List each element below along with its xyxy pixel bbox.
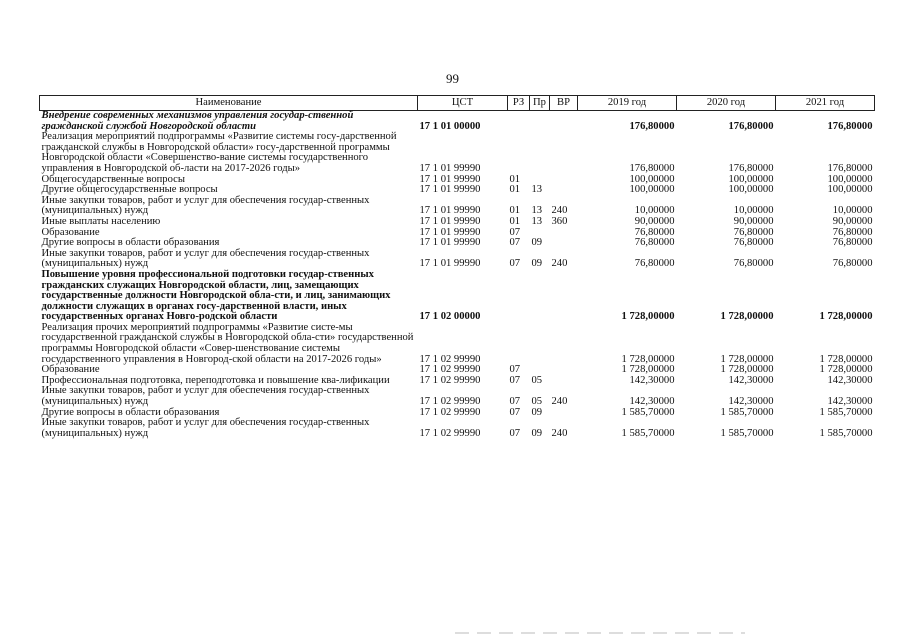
row-vr: 240	[551, 205, 568, 217]
row-pr: 13	[531, 215, 543, 227]
row-2019: 100,00000	[629, 184, 675, 196]
row-2019: 10,00000	[634, 205, 675, 217]
row-cst: 17 1 01 99990	[419, 258, 481, 270]
header-pr: Пр	[530, 96, 550, 111]
row-2021: 76,80000	[832, 226, 873, 238]
row-pr: 09	[531, 427, 543, 439]
row-cst: 17 1 01 99990	[419, 205, 481, 217]
row-pr: 13	[531, 205, 543, 217]
row-2020: 10,00000	[733, 205, 774, 217]
table-row	[40, 132, 875, 174]
table-header-row	[40, 96, 875, 111]
row-rz: 07	[509, 396, 521, 408]
row-vr	[550, 175, 578, 186]
row-vr	[550, 228, 578, 239]
row-2021: 142,30000	[827, 374, 873, 386]
row-2019: 176,80000	[629, 162, 675, 174]
row-pr	[530, 270, 550, 323]
row-2020: 176,80000	[728, 162, 774, 174]
scan-artifact	[455, 632, 745, 634]
row-rz: 07	[509, 406, 521, 418]
row-2019: 1 728,00000	[621, 364, 675, 376]
row-2020: 1 585,70000	[720, 406, 774, 418]
row-vr: 240	[551, 396, 568, 408]
row-rz: 07	[509, 226, 521, 238]
row-name: Профессиональная подготовка, переподготовка и повышение ква-лификации	[41, 374, 390, 386]
row-2021: 176,80000	[827, 120, 873, 132]
row-cst: 17 1 01 00000	[419, 120, 481, 132]
row-rz	[508, 111, 530, 133]
row-pr	[530, 132, 550, 174]
row-rz: 07	[509, 427, 521, 439]
row-pr: 09	[531, 237, 543, 249]
row-pr: 05	[531, 396, 543, 408]
row-2020: 1 585,70000	[720, 427, 774, 439]
row-2019: 1 728,00000	[621, 311, 675, 323]
row-2020: 76,80000	[733, 258, 774, 270]
row-vr	[550, 238, 578, 249]
row-pr: 05	[531, 374, 543, 386]
row-cst: 17 1 01 99990	[419, 215, 481, 227]
row-pr	[530, 323, 550, 365]
row-name: Иные выплаты населению	[41, 215, 161, 227]
row-2020: 1 728,00000	[720, 353, 774, 365]
row-2021: 100,00000	[827, 184, 873, 196]
row-name: Другие вопросы в области образования	[41, 406, 220, 418]
row-cst: 17 1 02 99990	[419, 427, 481, 439]
row-cst: 17 1 01 99990	[419, 237, 481, 249]
header-name: Наименование	[40, 96, 418, 111]
row-2021: 142,30000	[827, 396, 873, 408]
row-pr: 09	[531, 406, 543, 418]
row-name: Образование	[41, 226, 100, 238]
row-name: Иные закупки товаров, работ и услуг для обеспечения государ-ственных (муниципальных) нужд	[41, 385, 370, 408]
header-2019: 2019 год	[578, 96, 677, 111]
table-row	[40, 418, 875, 439]
row-vr	[550, 270, 578, 323]
row-rz: 01	[509, 205, 521, 217]
row-rz: 07	[509, 237, 521, 249]
row-vr: 240	[551, 427, 568, 439]
row-2021: 1 585,70000	[819, 427, 873, 439]
row-vr: 360	[551, 215, 568, 227]
row-2019: 1 585,70000	[621, 406, 675, 418]
table-body	[40, 111, 875, 440]
row-name: Другие общегосударственные вопросы	[41, 184, 218, 196]
row-2020: 100,00000	[728, 173, 774, 185]
row-name: Иные закупки товаров, работ и услуг для обеспечения государ-ственных (муниципальных) нужд	[41, 247, 370, 270]
row-name: Образование	[41, 364, 100, 376]
row-2020: 100,00000	[728, 184, 774, 196]
row-cst: 17 1 01 99990	[419, 162, 481, 174]
row-rz: 01	[509, 184, 521, 196]
row-2019: 142,30000	[629, 374, 675, 386]
row-pr	[530, 111, 550, 133]
row-2019: 90,00000	[634, 215, 675, 227]
table-row	[40, 217, 875, 228]
row-2021: 90,00000	[832, 215, 873, 227]
row-cst: 17 1 02 99990	[419, 396, 481, 408]
table-row	[40, 270, 875, 323]
row-vr	[550, 185, 578, 196]
row-2019: 142,30000	[629, 396, 675, 408]
row-rz	[508, 323, 530, 365]
row-rz: 07	[509, 364, 521, 376]
row-2021: 100,00000	[827, 173, 873, 185]
row-vr	[550, 323, 578, 365]
row-2021: 1 728,00000	[819, 311, 873, 323]
table-row	[40, 323, 875, 365]
row-pr: 09	[531, 258, 543, 270]
row-2020: 76,80000	[733, 226, 774, 238]
row-cst: 17 1 02 99990	[419, 364, 481, 376]
row-rz: 07	[509, 374, 521, 386]
row-2020: 176,80000	[728, 120, 774, 132]
row-2019: 1 585,70000	[621, 427, 675, 439]
row-cst: 17 1 02 99990	[419, 374, 481, 386]
row-2021: 10,00000	[832, 205, 873, 217]
row-2021: 76,80000	[832, 258, 873, 270]
header-rz: РЗ	[508, 96, 530, 111]
row-name: Другие вопросы в области образования	[41, 237, 220, 249]
row-rz: 07	[509, 258, 521, 270]
row-rz	[508, 132, 530, 174]
row-2020: 76,80000	[733, 237, 774, 249]
row-vr: 240	[551, 258, 568, 270]
row-vr	[550, 376, 578, 387]
row-cst: 17 1 02 99990	[419, 353, 481, 365]
row-2020: 1 728,00000	[720, 364, 774, 376]
row-2021: 1 728,00000	[819, 364, 873, 376]
row-cst: 17 1 02 00000	[419, 311, 481, 323]
row-2019: 100,00000	[629, 173, 675, 185]
row-cst: 17 1 01 99990	[419, 173, 481, 185]
table-row	[40, 196, 875, 217]
header-2020: 2020 год	[677, 96, 776, 111]
header-vr: ВР	[550, 96, 578, 111]
row-2019: 76,80000	[634, 258, 675, 270]
row-name: Реализация прочих мероприятий подпрограммы «Развитие систе-мы государственной гражданской службы в Новгородской обла-сти» государственной программы Новгородской области «Совер-шенствование системы государственного управления в Новгород-ской области на 2017-2026 годы»	[41, 321, 414, 365]
row-cst: 17 1 01 99990	[419, 184, 481, 196]
row-rz	[508, 270, 530, 323]
row-2020: 90,00000	[733, 215, 774, 227]
row-2019: 76,80000	[634, 226, 675, 238]
row-name: Иные закупки товаров, работ и услуг для обеспечения государ-ственных (муниципальных) нужд	[41, 194, 370, 217]
budget-table	[39, 95, 875, 439]
row-name: Внедрение современных механизмов управления государ-ственной гражданской службой Новгородской области	[41, 110, 354, 132]
row-pr: 13	[531, 184, 543, 196]
row-cst: 17 1 02 99990	[419, 406, 481, 418]
header-cst: ЦСТ	[418, 96, 508, 111]
row-2021: 1 585,70000	[819, 406, 873, 418]
row-rz: 01	[509, 215, 521, 227]
row-2019: 76,80000	[634, 237, 675, 249]
row-vr	[550, 408, 578, 419]
row-vr	[550, 132, 578, 174]
row-2019: 1 728,00000	[621, 353, 675, 365]
row-2020: 142,30000	[728, 374, 774, 386]
row-name: Общегосударственные вопросы	[41, 173, 185, 185]
row-2020: 1 728,00000	[720, 311, 774, 323]
row-name: Иные закупки товаров, работ и услуг для обеспечения государ-ственных (муниципальных) нужд	[41, 417, 370, 439]
row-2021: 76,80000	[832, 237, 873, 249]
row-cst: 17 1 01 99990	[419, 226, 481, 238]
row-2019: 176,80000	[629, 120, 675, 132]
row-vr	[550, 111, 578, 133]
table-row	[40, 249, 875, 270]
table-row	[40, 386, 875, 407]
row-vr	[550, 365, 578, 376]
row-2020: 142,30000	[728, 396, 774, 408]
table-row	[40, 111, 875, 133]
row-rz: 01	[509, 173, 521, 185]
row-name: Повышение уровня профессиональной подготовки государ-ственных гражданских служащих Новгородской области, лиц, замещающих государственные должности Новгородской обла-сти, и лиц, занимающих должности служащих в органах госу-дарственной власти, иных государственных органах Новго-родской области	[41, 268, 391, 323]
page-number: 99	[446, 71, 459, 86]
row-name: Реализация мероприятий подпрограммы «Развитие системы госу-дарственной гражданской службы в Новгородской области» госу-дарственной программы Новгородской области «Совершенство-вание системы государственного управления в Новгородской об-ласти на 2017-2026 годы»	[41, 131, 397, 174]
row-2021: 1 728,00000	[819, 353, 873, 365]
row-2021: 176,80000	[827, 162, 873, 174]
header-2021: 2021 год	[776, 96, 875, 111]
